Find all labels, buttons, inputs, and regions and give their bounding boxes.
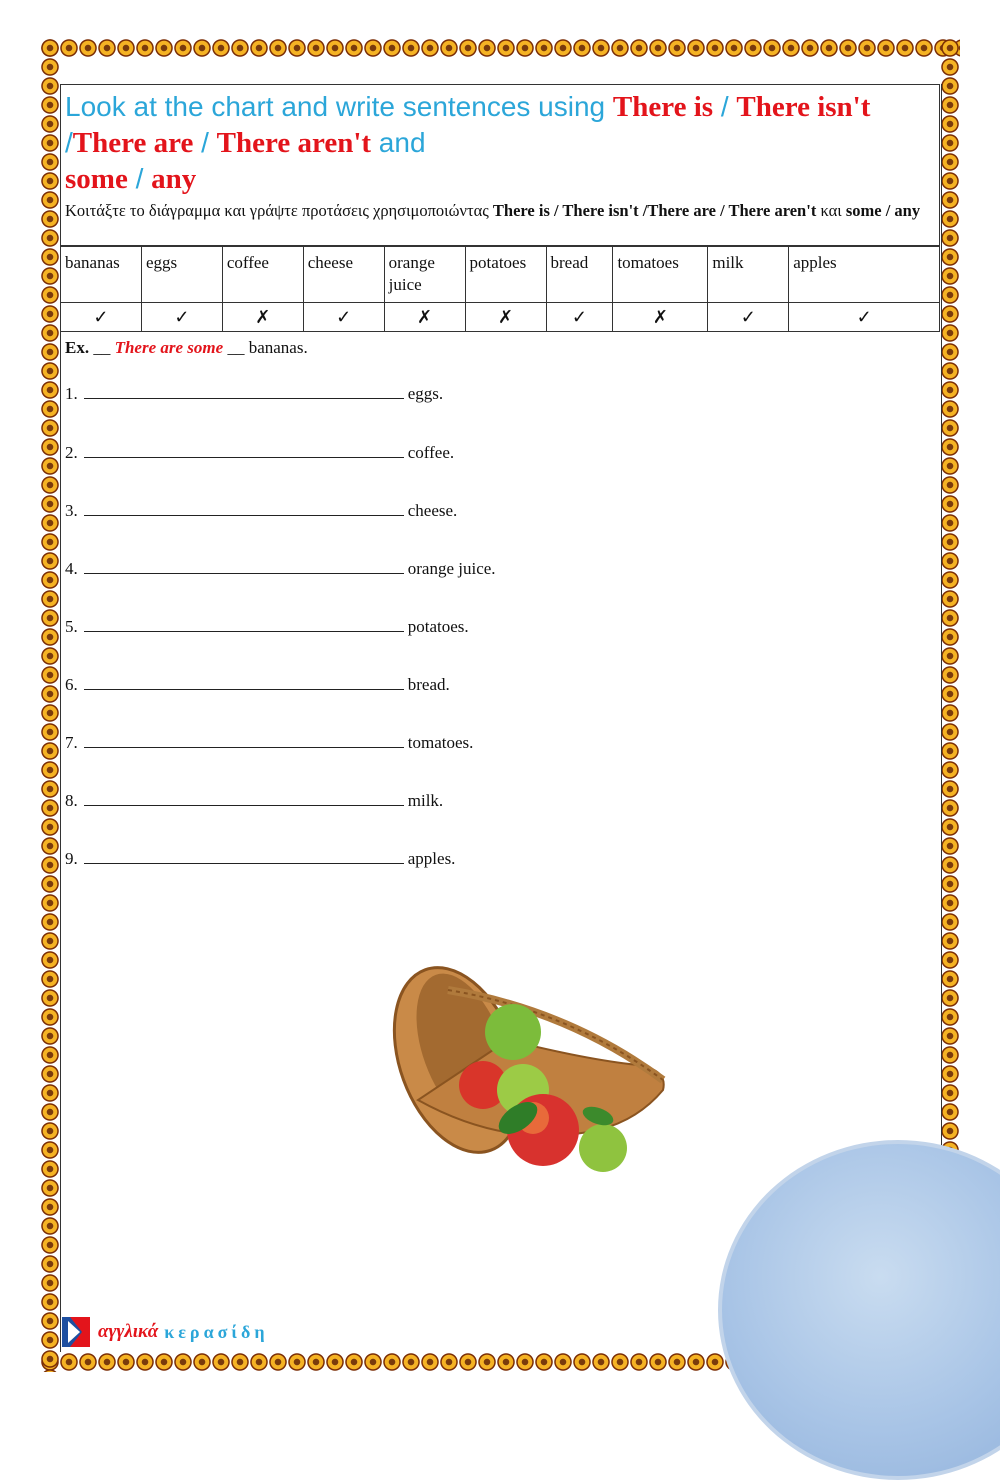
page-title: Look at the chart and write sentences using There is / There isn't /There are / There aren't and some / any — [65, 91, 871, 195]
cross-mark-icon: ✗ — [222, 303, 303, 332]
chart-marks-row — [61, 303, 940, 332]
answer-blank[interactable] — [84, 791, 404, 806]
answer-blank[interactable] — [84, 501, 404, 516]
answer-blank[interactable] — [84, 733, 404, 748]
chart-item: bananas — [61, 247, 142, 303]
check-mark-icon: ✓ — [546, 303, 613, 332]
exercise-line: 9. apples. — [65, 849, 456, 868]
answer-blank[interactable] — [84, 617, 404, 632]
chart-item: cheese — [303, 247, 384, 303]
chart-item: coffee — [222, 247, 303, 303]
exercise-line: 5. potatoes. — [65, 617, 469, 636]
logo-text-secondary: κερασίδη — [164, 1321, 269, 1342]
chart-item: orange juice — [384, 247, 465, 303]
chart-item: tomatoes — [613, 247, 708, 303]
exercise-line: 2. coffee. — [65, 443, 455, 462]
chart-item: apples — [789, 247, 940, 303]
cross-mark-icon: ✗ — [465, 303, 546, 332]
chart-item: eggs — [141, 247, 222, 303]
exercise-line: 3. cheese. — [65, 501, 458, 520]
check-mark-icon: ✓ — [141, 303, 222, 332]
answer-blank[interactable] — [84, 849, 404, 864]
answer-blank[interactable] — [84, 443, 404, 458]
chart-header-row — [61, 247, 940, 303]
exercise-line: 8. milk. — [65, 791, 444, 810]
instructions-box — [60, 84, 940, 246]
logo-mark-icon — [62, 1317, 90, 1347]
chart-item: potatoes — [465, 247, 546, 303]
fruit-basket-illustration — [388, 950, 688, 1210]
answer-blank[interactable] — [84, 675, 404, 690]
check-mark-icon: ✓ — [303, 303, 384, 332]
exercise-line: 1. eggs. — [65, 384, 444, 403]
exercise-line: 4. orange juice. — [65, 559, 496, 578]
check-mark-icon: ✓ — [61, 303, 142, 332]
cross-mark-icon: ✗ — [384, 303, 465, 332]
cross-mark-icon: ✗ — [613, 303, 708, 332]
example-sentence: Ex. __ There are some __ bananas. — [65, 338, 308, 357]
exercise-line: 6. bread. — [65, 675, 450, 694]
answer-blank[interactable] — [84, 559, 404, 574]
flower-border-top — [40, 38, 960, 58]
food-chart — [60, 246, 940, 332]
exercise-line: 7. tomatoes. — [65, 733, 474, 752]
check-mark-icon: ✓ — [708, 303, 789, 332]
greek-instructions: Κοιτάξτε το διάγραμμα και γράψτε προτάσεις χρησιμοποιώντας There is / There isn't /There are / There aren't και some / any — [65, 201, 921, 220]
chart-item: bread — [546, 247, 613, 303]
logo-text-primary: αγγλικά — [98, 1321, 159, 1342]
check-mark-icon: ✓ — [789, 303, 940, 332]
chart-item: milk — [708, 247, 789, 303]
flower-border-left — [40, 38, 60, 1372]
publisher-logo — [62, 1316, 269, 1348]
answer-blank[interactable] — [84, 384, 404, 399]
